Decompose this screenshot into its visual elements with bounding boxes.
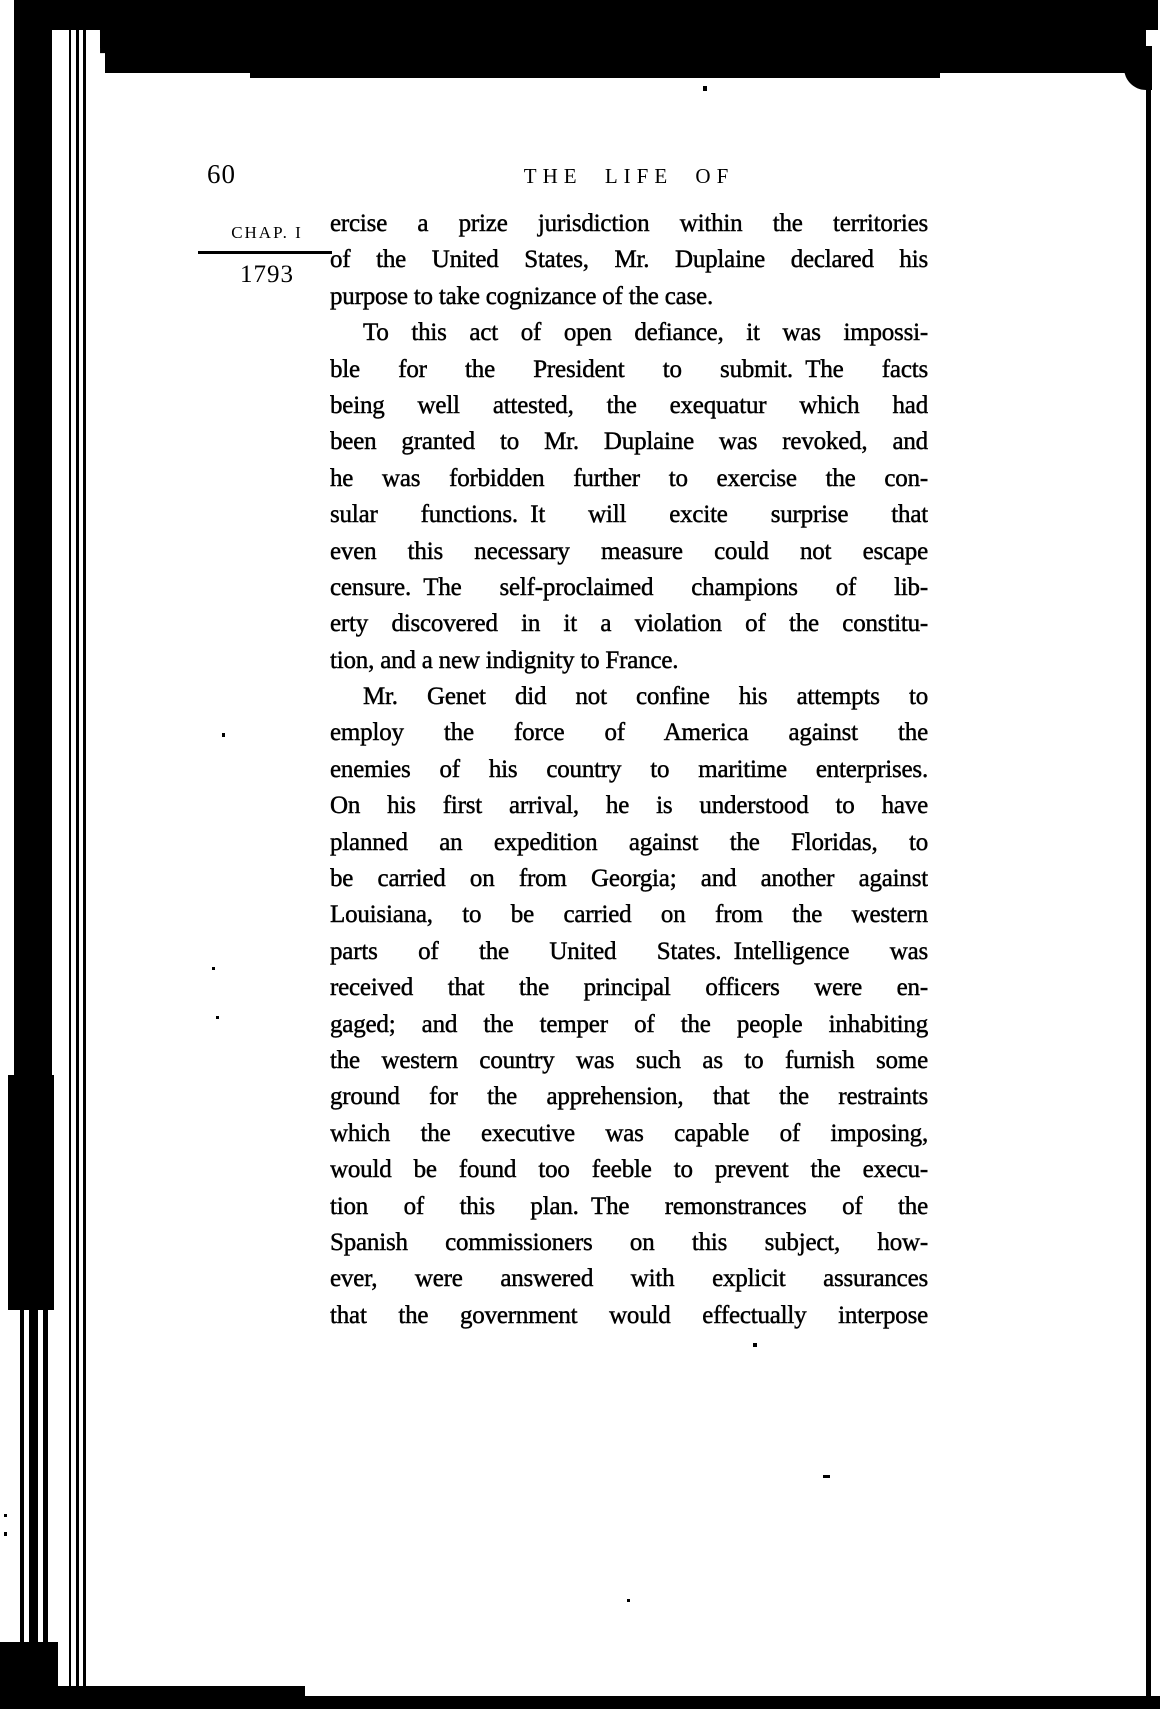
text-line: received that the principal officers were en- [330, 974, 928, 1002]
scan-artifact-bottom-bar [0, 1696, 1160, 1709]
text-line: been granted to Mr. Duplaine was revoked, and [330, 428, 928, 456]
scan-speck [823, 1475, 830, 1478]
text-line: planned an expedition against the Floridas, to [330, 828, 928, 856]
text-line: To this act of open defiance, it was impossi- [363, 319, 928, 347]
text-line: Mr. Genet did not confine his attempts to [363, 683, 928, 711]
year-label: 1793 [240, 261, 294, 288]
text-line: censure. The self-proclaimed champions of lib- [330, 573, 928, 601]
text-line: the western country was such as to furnish some [330, 1046, 928, 1074]
scan-artifact-left-bar [14, 0, 52, 1160]
text-line: which the executive was capable of imposing, [330, 1119, 928, 1147]
scan-speck [753, 1343, 757, 1347]
text-line: be carried on from Georgia; and another against [330, 865, 928, 893]
text-line: he was forbidden further to exercise the con- [330, 464, 928, 492]
scan-speck [4, 1514, 7, 1517]
text-line: ever, were answered with explicit assurances [330, 1265, 928, 1293]
text-line: even this necessary measure could not escape [330, 537, 928, 565]
text-line: purpose to take cognizance of the case. [330, 282, 713, 310]
scan-artifact-left-line [43, 1300, 48, 1700]
scan-speck [212, 967, 215, 970]
scan-artifact-right-edge [1146, 58, 1151, 1706]
running-head: THE LIFE OF [523, 164, 735, 188]
text-line: sular functions. It will excite surprise that [330, 501, 928, 529]
scan-artifact-left-line [20, 1300, 24, 1700]
margin-note [198, 224, 336, 287]
body-text [330, 206, 928, 1334]
text-line: gaged; and the temper of the people inhabiting [330, 1010, 928, 1038]
text-line: of the United States, Mr. Duplaine declared his [330, 246, 928, 274]
scan-speck [627, 1599, 630, 1602]
scan-artifact-gutter-line [83, 30, 86, 1706]
text-line: being well attested, the exequatur which had [330, 391, 928, 419]
text-line: On his first arrival, he is understood to have [330, 792, 928, 820]
text-line: parts of the United States. Intelligence was [330, 937, 928, 965]
text-line: Louisiana, to be carried on from the western [330, 901, 928, 929]
text-line: Spanish commissioners on this subject, how- [330, 1228, 928, 1256]
scan-speck [703, 86, 707, 91]
text-line: ercise a prize jurisdiction within the territories [330, 210, 928, 237]
chapter-label: CHAP. I [231, 223, 303, 242]
text-line: enemies of his country to maritime enterprises. [330, 755, 928, 783]
text-line: tion, and a new indignity to France. [330, 646, 679, 674]
scan-artifact-gutter-line [76, 26, 79, 1706]
scan-speck [216, 1016, 219, 1019]
text-line: erty discovered in it a violation of the constitu- [330, 610, 928, 638]
text-line: ground for the apprehension, that the restraints [330, 1083, 928, 1111]
scan-artifact-left-bar [8, 1075, 54, 1310]
scan-speck [222, 733, 225, 737]
scan-speck [4, 1532, 7, 1536]
text-line: would be found too feeble to prevent the execu- [330, 1156, 928, 1184]
text-line: that the government would effectually interpose [330, 1301, 928, 1329]
page-number: 60 [207, 159, 236, 189]
text-line: tion of this plan. The remonstrances of the [330, 1192, 928, 1220]
text-line: ble for the President to submit. The facts [330, 355, 928, 383]
text-line: employ the force of America against the [330, 719, 928, 747]
scan-artifact-gutter-line [69, 26, 71, 1706]
scan-artifact-top-bar [250, 70, 940, 78]
margin-rule [198, 251, 332, 254]
